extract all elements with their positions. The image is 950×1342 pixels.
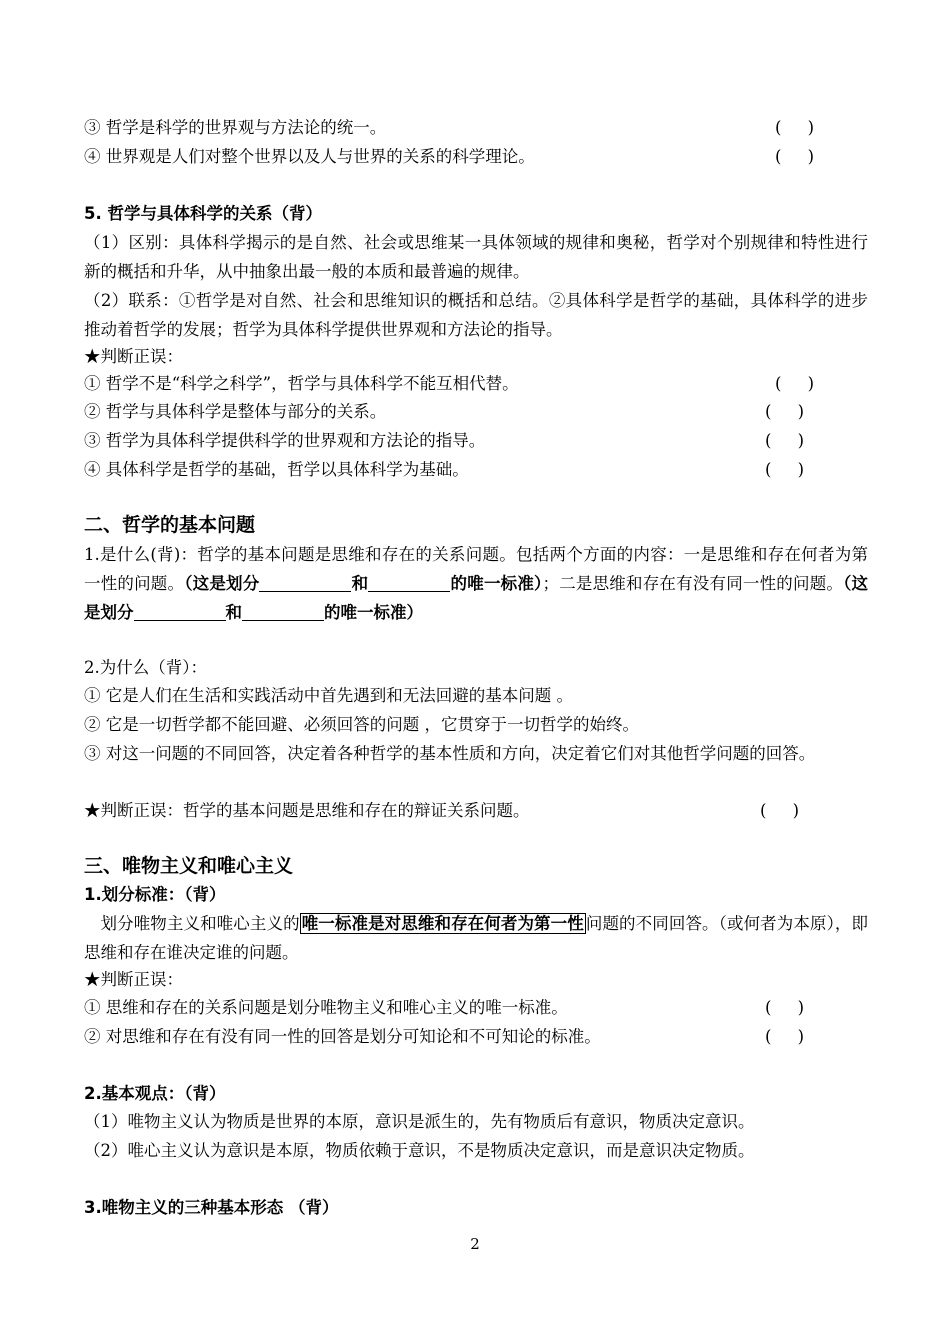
paragraph: （1）区别：具体科学揭示的是自然、社会或思维某一具体领域的规律和奥秘，哲学对个别规律和特性进行新的概括和升华，从中抽象出最一般的本质和最普遍的规律。: [84, 233, 868, 281]
statement-item: ④ 世界观是人们对整个世界以及人与世界的关系的科学理论。: [84, 147, 535, 166]
sub-heading: 2.为什么（背）：: [84, 658, 207, 677]
section-heading: 三、唯物主义和唯心主义: [84, 855, 294, 877]
judge-label: ★判断正误：: [84, 970, 183, 989]
answer-bracket[interactable]: ( ): [775, 374, 815, 393]
answer-bracket[interactable]: ( ): [765, 1027, 805, 1046]
statement-item: ① 思维和存在的关系问题是划分唯物主义和唯心主义的唯一标准。: [84, 998, 568, 1017]
fill-blank[interactable]: [259, 573, 351, 592]
list-item: ① 它是人们在生活和实践活动中首先遇到和无法回避的基本问题 。: [84, 686, 573, 705]
fill-blank[interactable]: [134, 602, 226, 621]
sub-heading: 3.唯物主义的三种基本形态 （背）: [84, 1198, 339, 1217]
highlight-box: 唯一标准是对思维和存在何者为第一性: [301, 914, 584, 933]
statement-item: ★判断正误：哲学的基本问题是思维和存在的辩证关系问题。: [84, 801, 530, 820]
answer-bracket[interactable]: ( ): [760, 801, 800, 820]
list-item: （2）唯心主义认为意识是本原，物质依赖于意识，不是物质决定意识，而是意识决定物质。: [84, 1141, 755, 1160]
sub-heading: 2.基本观点：（背）: [84, 1084, 226, 1103]
list-item: ③ 对这一问题的不同回答，决定着各种哲学的基本性质和方向，决定着它们对其他哲学问题的回答。: [84, 744, 816, 763]
statement-item: ③ 哲学为具体科学提供科学的世界观和方法论的指导。: [84, 431, 486, 450]
list-item: （1）唯物主义认为物质是世界的本原，意识是派生的，先有物质后有意识，物质决定意识。: [84, 1112, 755, 1131]
statement-item: ② 哲学与具体科学是整体与部分的关系。: [84, 402, 387, 421]
list-item: ② 它是一切哲学都不能回避、必须回答的问题 ，它贯穿于一切哲学的始终。: [84, 715, 639, 734]
answer-bracket[interactable]: ( ): [775, 147, 815, 166]
page-number: 2: [470, 1235, 480, 1253]
section-heading: 5. 哲学与具体科学的关系（背）: [84, 204, 322, 223]
statement-item: ③ 哲学是科学的世界观与方法论的统一。: [84, 118, 387, 137]
statement-item: ① 哲学不是“科学之科学”，哲学与具体科学不能互相代替。: [84, 374, 519, 393]
answer-bracket[interactable]: ( ): [765, 998, 805, 1017]
statement-item: ② 对思维和存在有没有同一性的回答是划分可知论和不可知论的标准。: [84, 1027, 601, 1046]
section-heading: 二、哲学的基本问题: [84, 514, 256, 536]
paragraph: 划分唯物主义和唯心主义的 唯一标准是对思维和存在何者为第一性 问题的不同回答。（或何者为本原），即思维和存在谁决定谁的问题。: [84, 914, 869, 962]
answer-bracket[interactable]: ( ): [765, 460, 805, 479]
sub-heading: 1.划分标准：（背）: [84, 885, 226, 904]
statement-item: ④ 具体科学是哲学的基础，哲学以具体科学为基础。: [84, 460, 469, 479]
paragraph: 1.是什么(背)：哲学的基本问题是思维和存在的关系问题。包括两个方面的内容：一是思维和存在何者为第一性的问题。（这是划分 和 的唯一标准）；二是思维和存在有没有同一性的问题。（这是划分 和 的唯一标准）: [84, 545, 869, 622]
paragraph: （2）联系：①哲学是对自然、社会和思维知识的概括和总结。②具体科学是哲学的基础，具体科学的进步推动着哲学的发展；哲学为具体科学提供世界观和方法论的指导。: [84, 291, 868, 339]
fill-blank[interactable]: [368, 573, 450, 592]
answer-bracket[interactable]: ( ): [765, 431, 805, 450]
answer-bracket[interactable]: ( ): [765, 402, 805, 421]
judge-label: ★判断正误：: [84, 347, 183, 366]
answer-bracket[interactable]: ( ): [775, 118, 815, 137]
fill-blank[interactable]: [242, 602, 324, 621]
